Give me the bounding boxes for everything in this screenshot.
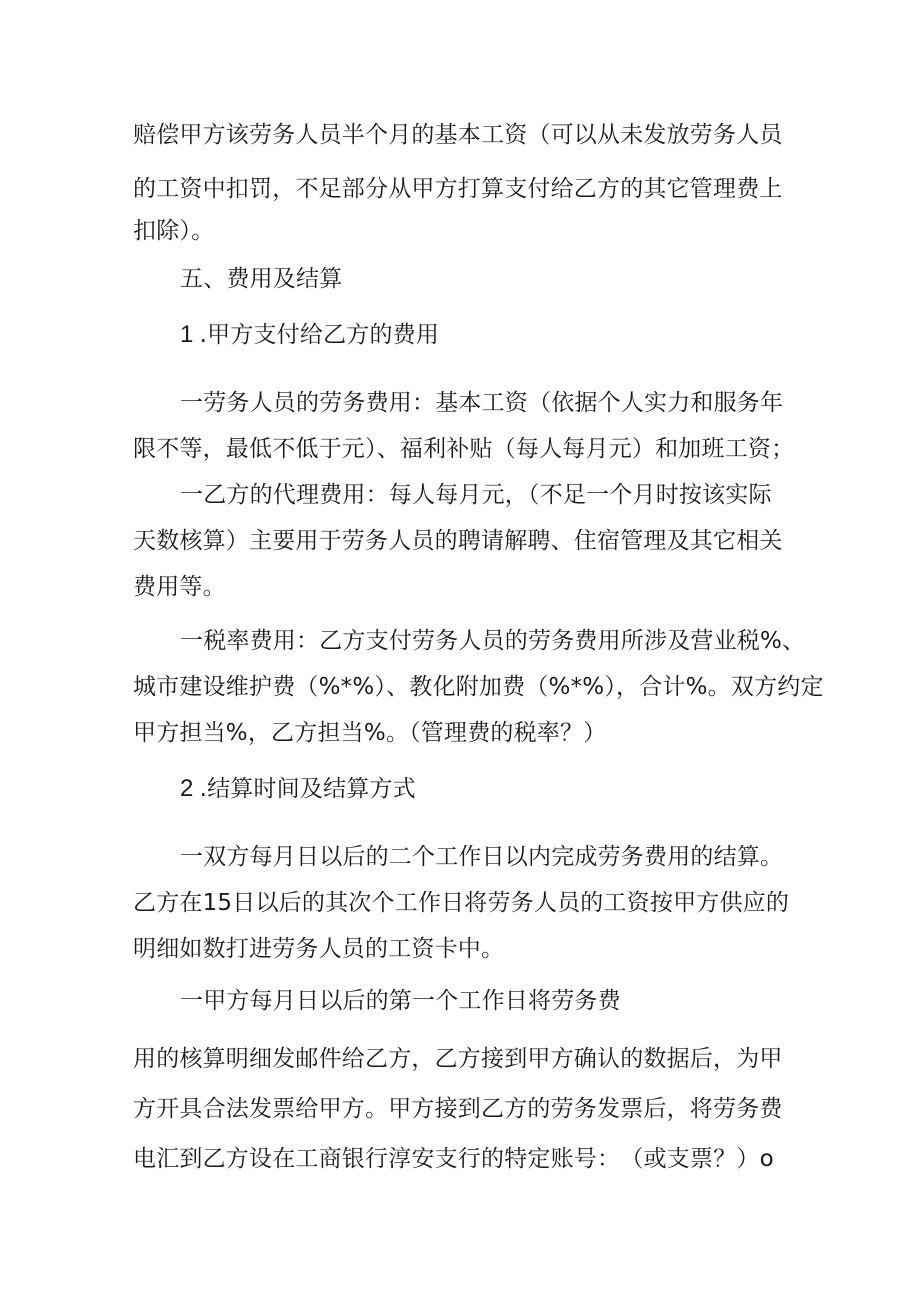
paragraph-line: 用的核算明细发邮件给乙方，乙方接到甲方确认的数据后，为甲: [133, 1046, 783, 1072]
paragraph-line: 电汇到乙方设在工商银行淳安支行的特定账号： （或支票？）o: [133, 1146, 774, 1172]
subsection-number: 1: [180, 321, 194, 348]
paragraph-line: 方开具合法发票给甲方。甲方接到乙方的劳务发票后，将劳务费: [133, 1096, 783, 1122]
paragraph-line: 一税率费用：乙方支付劳务人员的劳务费用所涉及营业税%、: [180, 628, 806, 654]
subsection-title: .结算时间及结算方式: [199, 776, 416, 802]
paragraph-line: 乙方在15日以后的其次个工作日将劳务人员的工资按甲方供应的: [133, 890, 790, 916]
section-heading: 五、费用及结算: [180, 266, 343, 292]
paragraph-line: 一劳务人员的劳务费用：基本工资（依据个人实力和服务年: [180, 390, 784, 416]
subsection-title: .甲方支付给乙方的费用: [199, 322, 440, 348]
subsection-number: 2: [180, 775, 194, 802]
paragraph-line: 一乙方的代理费用：每人每月元，（不足一个月时按该实际: [180, 482, 772, 508]
paragraph-line: 城市建设维护费（%*%）、教化附加费（%*%），合计%。双方约定: [133, 674, 824, 700]
paragraph-line: 的工资中扣罚，不足部分从甲方打算支付给乙方的其它管理费上: [133, 176, 783, 202]
paragraph-line: 赔偿甲方该劳务人员半个月的基本工资（可以从未发放劳务人员: [133, 122, 783, 148]
subsection-heading-2: [180, 774, 860, 804]
paragraph-line: 扣除）。: [133, 218, 215, 244]
paragraph-line: 限不等，最低不低于元）、福利补贴（每人每月元）和加班工资；: [133, 436, 795, 462]
paragraph-line: 天数核算）主要用于劳务人员的聘请解聘、住宿管理及其它相关: [133, 528, 783, 554]
subsection-heading-1: [180, 320, 860, 350]
paragraph-line: 明细如数打进劳务人员的工资卡中。: [133, 936, 505, 962]
paragraph-line: 一双方每月日以后的二个工作日以内完成劳务费用的结算。: [180, 844, 784, 870]
paragraph-line: 一甲方每月日以后的第一个工作日将劳务费: [180, 988, 621, 1014]
paragraph-line: 甲方担当%，乙方担当%。（管理费的税率？）: [133, 720, 607, 746]
paragraph-line: 费用等。: [133, 574, 226, 600]
